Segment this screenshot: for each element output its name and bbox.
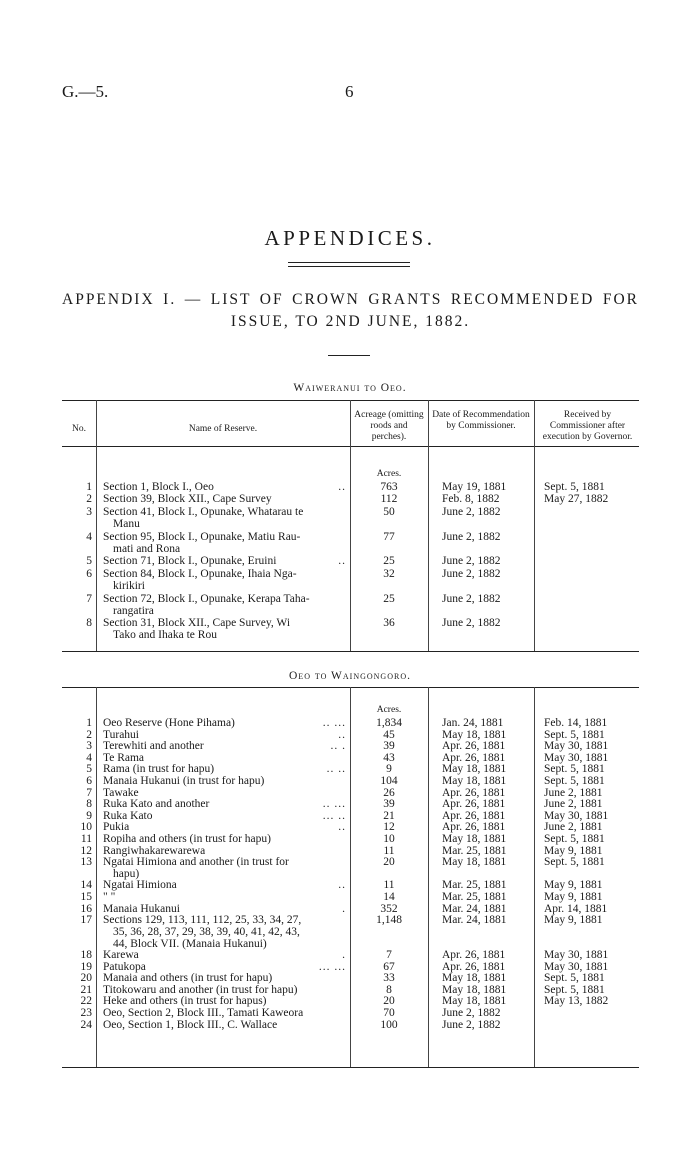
reserve-name: Rama (in trust for hapu)	[103, 763, 215, 776]
received-date: May 9, 1881	[544, 844, 603, 857]
reserve-name-cell	[103, 821, 346, 833]
reserve-name-cell	[103, 729, 346, 741]
row-number: 13	[80, 856, 92, 869]
recommendation-date: Apr. 26, 1881	[442, 740, 506, 753]
leader-dots: ..	[338, 879, 346, 892]
received-date: Sept. 5, 1881	[544, 728, 605, 741]
received-date: Sept. 5, 1881	[544, 481, 605, 493]
received-date: May 30, 1881	[544, 740, 609, 753]
recommendation-date: May 19, 1881	[442, 481, 507, 493]
row-number: 15	[80, 891, 92, 903]
column-header-date: Date of Recommendation by Commissioner.	[432, 410, 530, 431]
acreage: 45	[383, 728, 395, 741]
row-number: 9	[86, 809, 92, 822]
acreage: 352	[380, 902, 398, 915]
reserve-name-cell	[103, 903, 346, 915]
received-date: Sept. 5, 1881	[544, 763, 605, 776]
leader-dots: .. ...	[322, 717, 346, 729]
row-number: 6	[86, 775, 92, 787]
leader-dots: ..	[338, 821, 346, 834]
reserve-name: Section 31, Block XII., Cape Survey, Wi	[103, 617, 291, 630]
received-date: Sept. 5, 1881	[544, 833, 605, 845]
page-header-left: G.—5.	[62, 82, 109, 101]
leader-dots: .	[342, 902, 346, 915]
reserve-name-cell	[103, 891, 346, 903]
table1-vline-1	[96, 400, 97, 651]
acres-unit-label-2: Acres.	[376, 705, 402, 715]
leader-dots: ..	[338, 555, 346, 568]
recommendation-date: Apr. 26, 1881	[442, 960, 506, 973]
reserve-name-cell	[103, 763, 346, 775]
reserve-name: Oeo, Section 1, Block III., C. Wallace	[103, 1018, 278, 1031]
reserve-name: " "	[103, 891, 116, 903]
row-number: 3	[86, 740, 92, 753]
reserve-name-cell	[103, 949, 346, 961]
row-number: 11	[80, 833, 92, 845]
reserve-name-cell	[103, 717, 346, 729]
reserve-name: Tawake	[103, 786, 139, 799]
row-number: 2	[86, 728, 92, 741]
row-number: 8	[86, 798, 92, 811]
recommendation-date: Mar. 25, 1881	[442, 844, 507, 857]
reserve-name-continued: Tako and Ihaka te Rou	[113, 629, 217, 642]
acreage: 26	[383, 786, 395, 799]
reserve-name-cell	[103, 617, 346, 641]
acreage: 1,834	[376, 717, 402, 729]
acres-unit-label: Acres.	[376, 469, 402, 479]
row-number: 1	[86, 481, 92, 493]
recommendation-date: Apr. 26, 1881	[442, 949, 506, 961]
page-title: APPENDICES.	[264, 226, 436, 250]
reserve-name-cell	[103, 856, 346, 880]
section-heading-2: Oeo to Waingongoro.	[289, 670, 411, 682]
reserve-name: Section 84, Block I., Opunake, Ihaia Nga-	[103, 567, 297, 580]
acreage: 36	[383, 617, 395, 630]
reserve-name-cell	[103, 914, 346, 950]
row-number: 7	[86, 592, 92, 605]
row-number: 3	[86, 505, 92, 518]
acreage: 32	[383, 567, 395, 580]
reserve-name: Oeo, Section 2, Block III., Tamati Kaweora	[103, 1007, 304, 1019]
row-number: 6	[86, 567, 92, 580]
section-heading-1: Waiweranui to Oeo.	[293, 382, 407, 394]
acreage: 50	[383, 505, 395, 518]
row-number: 19	[80, 960, 92, 973]
reserve-name-cell	[103, 531, 346, 555]
acreage: 25	[383, 592, 395, 605]
reserve-name: Section 71, Block I., Opunake, Eruini	[103, 555, 277, 568]
reserve-name: Manaia Hukanui	[103, 902, 180, 915]
row-number: 7	[86, 786, 92, 799]
received-date: Feb. 14, 1881	[544, 717, 608, 729]
reserve-name: Section 39, Block XII., Cape Survey	[103, 493, 272, 506]
acreage: 14	[383, 891, 395, 903]
recommendation-date: Mar. 25, 1881	[442, 879, 507, 892]
received-date: May 30, 1881	[544, 960, 609, 973]
acreage: 100	[380, 1018, 398, 1031]
reserve-name-cell	[103, 879, 346, 891]
recommendation-date: May 18, 1881	[442, 856, 507, 869]
row-number: 8	[86, 617, 92, 630]
received-date: May 9, 1881	[544, 914, 603, 927]
reserve-name-cell	[103, 493, 346, 505]
received-date: May 13, 1882	[544, 995, 609, 1008]
reserve-name-continued: hapu)	[113, 868, 140, 881]
acreage: 104	[380, 775, 398, 787]
reserve-name: Ruka Kato	[103, 809, 153, 822]
reserve-name-cell	[103, 568, 346, 592]
recommendation-date: May 18, 1881	[442, 833, 507, 845]
received-date: Apr. 14, 1881	[544, 902, 608, 915]
leader-dots: .. ..	[326, 763, 346, 776]
received-date: June 2, 1881	[544, 786, 603, 799]
row-number: 20	[80, 972, 92, 985]
reserve-name: Ngatai Himiona and another (in trust for	[103, 856, 289, 869]
recommendation-date: Mar. 24, 1881	[442, 914, 507, 927]
reserve-name-cell	[103, 833, 346, 845]
column-header-acreage: Acreage (omitting roods and perches).	[354, 410, 424, 442]
row-number: 22	[80, 995, 92, 1008]
row-number: 10	[80, 821, 92, 834]
reserve-name: Manaia and others (in trust for hapu)	[103, 972, 273, 985]
received-date: Sept. 5, 1881	[544, 983, 605, 996]
appendix-subtitle-line2: ISSUE, TO 2ND JUNE, 1882.	[230, 313, 471, 330]
acreage: 39	[383, 798, 395, 811]
recommendation-date: Apr. 26, 1881	[442, 821, 506, 834]
reserve-name-cell	[103, 1019, 346, 1031]
received-date: May 30, 1881	[544, 809, 609, 822]
received-date: Sept. 5, 1881	[544, 775, 605, 787]
acreage: 33	[383, 972, 395, 985]
acreage: 112	[380, 493, 398, 506]
column-header-no: No.	[72, 424, 86, 434]
recommendation-date: May 18, 1881	[442, 972, 507, 985]
acreage: 25	[383, 555, 395, 568]
reserve-name: Titokowaru and another (in trust for hapu)	[103, 983, 298, 996]
acreage: 67	[383, 960, 395, 973]
acreage: 43	[383, 751, 395, 764]
reserve-name: Section 1, Block I., Oeo	[103, 481, 214, 493]
reserve-name: Ropiha and others (in trust for hapu)	[103, 833, 271, 845]
reserve-name-cell	[103, 972, 346, 984]
acreage: 9	[386, 763, 392, 776]
reserve-name-cell	[103, 995, 346, 1007]
reserve-name-continued: kirikiri	[113, 579, 145, 592]
row-number: 23	[80, 1007, 92, 1019]
reserve-name: Pukia	[103, 821, 130, 834]
table1-vline-4	[534, 400, 535, 651]
reserve-name-cell	[103, 1007, 346, 1019]
recommendation-date: June 2, 1882	[442, 1007, 501, 1019]
recommendation-date: Apr. 26, 1881	[442, 786, 506, 799]
table2-bottom-rule	[62, 1067, 639, 1068]
reserve-name-continued: 44, Block VII. (Manaia Hukanui)	[113, 938, 267, 951]
reserve-name-cell	[103, 984, 346, 996]
reserve-name-continued: 35, 36, 28, 37, 29, 38, 39, 40, 41, 42, 43,	[113, 926, 300, 939]
recommendation-date: Apr. 26, 1881	[442, 798, 506, 811]
reserve-name: Section 95, Block I., Opunake, Matiu Rau-	[103, 530, 301, 543]
received-date: May 9, 1881	[544, 879, 603, 892]
column-header-received: Received by Commissioner after execution by Governor.	[542, 410, 633, 442]
reserve-name-cell	[103, 961, 346, 973]
reserve-name-cell	[103, 752, 346, 764]
reserve-name: Rangiwhakarewarewa	[103, 844, 206, 857]
leader-dots: .	[342, 949, 346, 961]
subtitle-rule	[328, 355, 370, 356]
table2-vline-1	[96, 687, 97, 1067]
received-date: June 2, 1881	[544, 798, 603, 811]
acreage: 10	[383, 833, 395, 845]
reserve-name-continued: mati and Rona	[113, 542, 181, 555]
recommendation-date: June 2, 1882	[442, 1018, 501, 1031]
appendix-subtitle-line1: APPENDIX I. — LIST OF CROWN GRANTS RECOMMENDED FOR	[62, 291, 639, 308]
reserve-name: Manaia Hukanui (in trust for hapu)	[103, 775, 265, 787]
reserve-name-continued: Manu	[113, 517, 140, 530]
row-number: 14	[80, 879, 92, 892]
reserve-name-cell	[103, 775, 346, 787]
recommendation-date: Feb. 8, 1882	[442, 493, 500, 506]
acreage: 77	[383, 530, 395, 543]
leader-dots: .. ...	[322, 798, 346, 811]
row-number: 4	[86, 751, 92, 764]
reserve-name-cell	[103, 845, 346, 857]
reserve-name-cell	[103, 506, 346, 530]
leader-dots: .. .	[330, 740, 346, 753]
reserve-name-cell	[103, 787, 346, 799]
reserve-name: Patukopa	[103, 960, 146, 973]
reserve-name-continued: rangatira	[113, 604, 154, 617]
table2-vline-4	[534, 687, 535, 1067]
acreage: 39	[383, 740, 395, 753]
recommendation-date: June 2, 1882	[442, 555, 501, 568]
row-number: 1	[86, 717, 92, 729]
received-date: May 27, 1882	[544, 493, 609, 506]
table1-vline-2	[350, 400, 351, 651]
table1-vline-3	[428, 400, 429, 651]
reserve-name: Heke and others (in trust for hapus)	[103, 995, 267, 1008]
title-rule	[288, 262, 410, 263]
row-number: 24	[80, 1018, 92, 1031]
reserve-name: Turahui	[103, 728, 139, 741]
column-header-name: Name of Reserve.	[188, 424, 258, 434]
reserve-name-cell	[103, 593, 346, 617]
table2-vline-3	[428, 687, 429, 1067]
reserve-name: Oeo Reserve (Hone Pihama)	[103, 717, 235, 729]
row-number: 17	[80, 914, 92, 927]
recommendation-date: May 18, 1881	[442, 995, 507, 1008]
acreage: 763	[380, 481, 398, 493]
row-number: 12	[80, 844, 92, 857]
reserve-name: Section 41, Block I., Opunake, Whatarau te	[103, 505, 304, 518]
acreage: 20	[383, 995, 395, 1008]
page-number: 6	[345, 82, 354, 101]
row-number: 2	[86, 493, 92, 506]
reserve-name: Te Rama	[103, 751, 145, 764]
acreage: 12	[383, 821, 395, 834]
reserve-name: Section 72, Block I., Opunake, Kerapa Taha-	[103, 592, 310, 605]
recommendation-date: Apr. 26, 1881	[442, 809, 506, 822]
received-date: May 30, 1881	[544, 751, 609, 764]
acreage: 70	[383, 1007, 395, 1019]
reserve-name-cell	[103, 810, 346, 822]
acreage: 11	[383, 879, 395, 892]
recommendation-date: June 2, 1882	[442, 592, 501, 605]
reserve-name: Ngatai Himiona	[103, 879, 177, 892]
recommendation-date: June 2, 1882	[442, 617, 501, 630]
recommendation-date: June 2, 1882	[442, 567, 501, 580]
acreage: 8	[386, 983, 392, 996]
reserve-name-cell	[103, 798, 346, 810]
received-date: Sept. 5, 1881	[544, 856, 605, 869]
row-number: 5	[86, 763, 92, 776]
title-rule-2	[288, 266, 410, 267]
leader-dots: ... ...	[318, 960, 346, 973]
acreage: 11	[383, 844, 395, 857]
recommendation-date: Jan. 24, 1881	[442, 717, 504, 729]
table2-vline-2	[350, 687, 351, 1067]
table1-bottom-rule	[62, 651, 639, 652]
reserve-name-cell	[103, 555, 346, 567]
row-number: 5	[86, 555, 92, 568]
acreage: 7	[386, 949, 392, 961]
row-number: 16	[80, 902, 92, 915]
received-date: Sept. 5, 1881	[544, 972, 605, 985]
recommendation-date: May 18, 1881	[442, 983, 507, 996]
reserve-name-cell	[103, 481, 346, 493]
reserve-name: Sections 129, 113, 111, 112, 25, 33, 34, 27,	[103, 914, 302, 927]
acreage: 21	[383, 809, 395, 822]
row-number: 18	[80, 949, 92, 961]
acreage: 20	[383, 856, 395, 869]
leader-dots: ..	[338, 728, 346, 741]
recommendation-date: Mar. 24, 1881	[442, 902, 507, 915]
row-number: 21	[80, 983, 92, 996]
reserve-name: Ruka Kato and another	[103, 798, 210, 811]
leader-dots: ... ..	[322, 809, 346, 822]
reserve-name: Terewhiti and another	[103, 740, 204, 753]
received-date: May 9, 1881	[544, 891, 603, 903]
received-date: May 30, 1881	[544, 949, 609, 961]
reserve-name-cell	[103, 740, 346, 752]
recommendation-date: Apr. 26, 1881	[442, 751, 506, 764]
received-date: June 2, 1881	[544, 821, 603, 834]
reserve-name: Karewa	[103, 949, 139, 961]
recommendation-date: May 18, 1881	[442, 728, 507, 741]
recommendation-date: May 18, 1881	[442, 763, 507, 776]
recommendation-date: June 2, 1882	[442, 530, 501, 543]
recommendation-date: June 2, 1882	[442, 505, 501, 518]
leader-dots: ..	[338, 481, 346, 493]
acreage: 1,148	[376, 914, 402, 927]
recommendation-date: Mar. 25, 1881	[442, 891, 507, 903]
row-number: 4	[86, 530, 92, 543]
recommendation-date: May 18, 1881	[442, 775, 507, 787]
